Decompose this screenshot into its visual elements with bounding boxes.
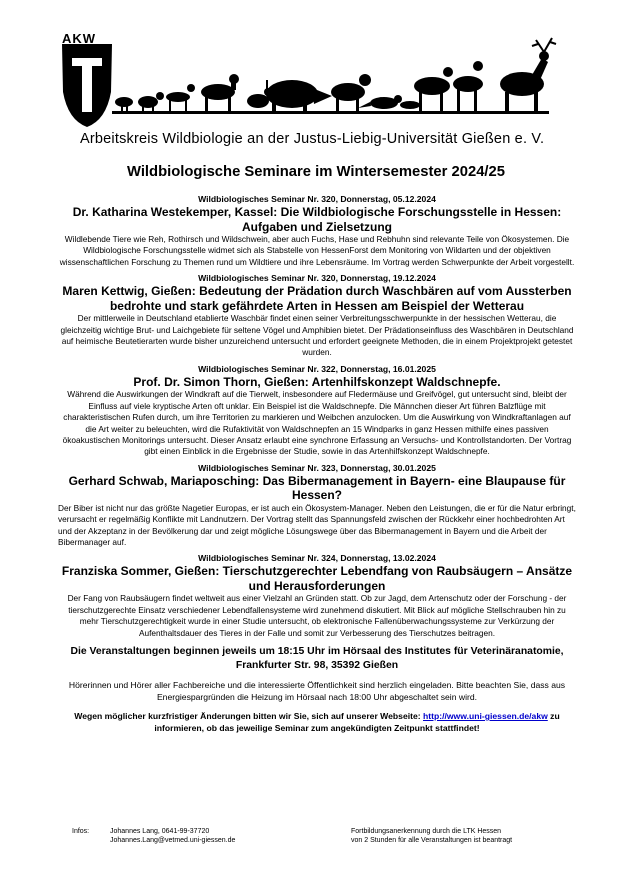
footer-label: Infos:	[72, 828, 90, 835]
seminar-item	[58, 463, 576, 549]
seminar-label: Wildbiologisches Seminar Nr. 323, Donnerstag, 30.01.2025	[198, 462, 436, 473]
contact-email: Johannes.Lang@vetmed.uni-giessen.de	[110, 837, 236, 844]
seminar-label: Wildbiologisches Seminar Nr. 322, Donnerstag, 16.01.2025	[198, 363, 436, 374]
seminar-item	[58, 553, 576, 639]
page-title: Wildbiologische Seminare im Wintersemester 2024/25	[126, 164, 506, 180]
seminar-label: Wildbiologisches Seminar Nr. 320, Donnerstag, 05.12.2024	[198, 194, 436, 204]
seminar-list	[58, 194, 576, 734]
invitation-note: Hörerinnen und Hörer aller Fachbereiche und die interessierte Öffentlichkeit sind herzlich eingeladen. Bitte beachten Sie, dass aus Energiespargründen die Heizung im Hörsaal nach 18:00 Uhr abgeschaltet sein wird.	[68, 680, 566, 703]
venue-info: Die Veranstaltungen beginnen jeweils um 18:15 Uhr im Hörsaal des Institutes für Veterinäranatomie, Frankfurter Str. 98, 35392 Gießen	[70, 646, 564, 672]
seminar-description: Der Biber ist nicht nur das größte Nagetier Europas, er ist auch ein Ökosystem-Manager. Neben den Leistungen, die er für die Natur erbringt, verursacht er regelmäßig Konflikte mit Landnutzern. Der Vortrag stellt das Spannungsfeld zwischen der Rückkehr einer hochbedrohten Art und der Akzeptanz in der Bevölkerung dar und zeigt mögliche Lösungswege über das Bibermanagement in Bayern und die Arbeit der Bibermanager auf.	[58, 502, 576, 547]
accreditation-line2: von 2 Stunden für alle Veranstaltungen ist beantragt	[351, 837, 513, 844]
changes-note	[58, 710, 576, 734]
seminar-title: Franziska Sommer, Gießen: Tierschutzgerechter Lebendfang von Raubsäugern – Ansätze und Herausforderungen	[61, 564, 573, 593]
seminar-item	[58, 194, 576, 268]
organization-name: Arbeitskreis Wildbiologie an der Justus-Liebig-Universität Gießen e. V.	[80, 131, 545, 147]
header	[0, 0, 632, 160]
seminar-item	[58, 273, 576, 359]
changes-text-before: Wegen möglicher kurzfristiger Änderungen bitten wir Sie, sich auf unserer Webseite:	[74, 711, 424, 722]
seminar-item	[58, 364, 576, 458]
seminar-title: Gerhard Schwab, Mariaposching: Das Bibermanagement in Bayern- eine Blaupause für Hessen?	[68, 473, 566, 503]
seminar-description: Der mittlerweile in Deutschland etablierte Waschbär findet einen seiner Verbreitungsschwerpunkte in der hessischen Wetterau, die gleichzeitig wichtige Brut- und Laichgebiete für seltene Vögel und Amphibien bietet. Der Prädationseinfluss des Waschbären in Deutschland auf heimische Beutetierarten wurde bisher unzureichend untersucht und erfordert geeignete Methoden, die in einem Projektprojekt getestet wurden.	[60, 313, 574, 358]
footer-accreditation	[351, 827, 512, 845]
logo-text: AKW	[62, 31, 97, 46]
seminar-title: Dr. Katharina Westekemper, Kassel: Die Wildbiologische Forschungsstelle in Hessen: Aufgaben und Zielsetzung	[72, 205, 562, 234]
contact-name-phone: Johannes Lang, 0641-99-37720	[110, 828, 210, 835]
accreditation-line1: Fortbildungsanerkennung durch die LTK Hessen	[351, 828, 502, 835]
seminar-label: Wildbiologisches Seminar Nr. 320, Donnerstag, 19.12.2024	[198, 273, 436, 284]
seminar-description: Wildlebende Tiere wie Reh, Rothirsch und Wildschwein, aber auch Fuchs, Hase und Rebhuhn sind relevante Teile von Ökosystemen. Die Wildbiologische Forschungsstelle widmet sich als Stabstelle von HessenForst dem Monitoring von Wildarten und der objektiven wissenschaftlichen Forschung zu Themen rund um Wildtiere und ihre Lebensräume. Im Vortrag werden Schwerpunkte der Arbeit vorgestellt.	[59, 234, 575, 267]
seminar-description: Der Fang von Raubsäugern findet weltweit aus einer Vielzahl an Gründen statt. Ob zur Jagd, dem Artenschutz oder der Forschung - der tierschutzgerechte Einsatz verschiedener Lebendfallensysteme wird zunehmend diskutiert. Mit Blick auf mögliche Stellschrauben hin zu mehr Tierschutzgerechtigkeit wurde in einer Studie untersucht, ob elektronische Fallenüberwachungssysteme zur Verkürzung der Aufenthaltsdauer des Tieres in der Falle und somit zur Verbesserung des Tierschutzes beitragen.	[67, 593, 567, 638]
changes-text-after: zu informieren, ob das jeweilige Seminar zum angekündigten Zeitpunkt stattfindet!	[154, 711, 560, 734]
seminar-title: Prof. Dr. Simon Thorn, Gießen: Artenhilfskonzept Waldschnepfe.	[133, 374, 501, 389]
animal-silhouettes-icon	[0, 0, 632, 130]
seminar-label: Wildbiologisches Seminar Nr. 324, Donnerstag, 13.02.2024	[198, 553, 436, 564]
seminar-title: Maren Kettwig, Gießen: Bedeutung der Prädation durch Waschbären auf vom Aussterben bedrohte und stark gefährdete Arten in Hessen am Beispiel der Wetterau	[62, 284, 572, 313]
footer-contact	[110, 827, 235, 845]
seminar-description: Während die Auswirkungen der Windkraft auf die Tierwelt, insbesondere auf Fledermäuse und Greifvögel, gut untersucht sind, bleibt der Einfluss auf viele kryptische Arten oft unklar. Ein Beispiel ist die Waldschnepfe. Die Männchen dieser Art führen Balzflüge mit charakteristischen Rufen durch, um ihre Territorien zu markieren und Weibchen anzulocken. Um die Auswirkung von Windkraftanlagen auf die Art weiter zu beleuchten, wird die Rufaktivität von Waldschnepfen an 15 Windparks in ganz Hessen mithilfe eines passiven ökoakustischen Monitorings untersucht. Dieser Ansatz erlaubt eine synchrone Erfassung an Versuchs- und Kontrollstandorten. Der Vortrag gibt einen Einblick in die Ergebnisse der Studie, sowie in das Artenhilfskonzept Waldschnepfe.	[62, 389, 572, 457]
website-link[interactable]: http://www.uni-giessen.de/akw	[423, 711, 548, 722]
